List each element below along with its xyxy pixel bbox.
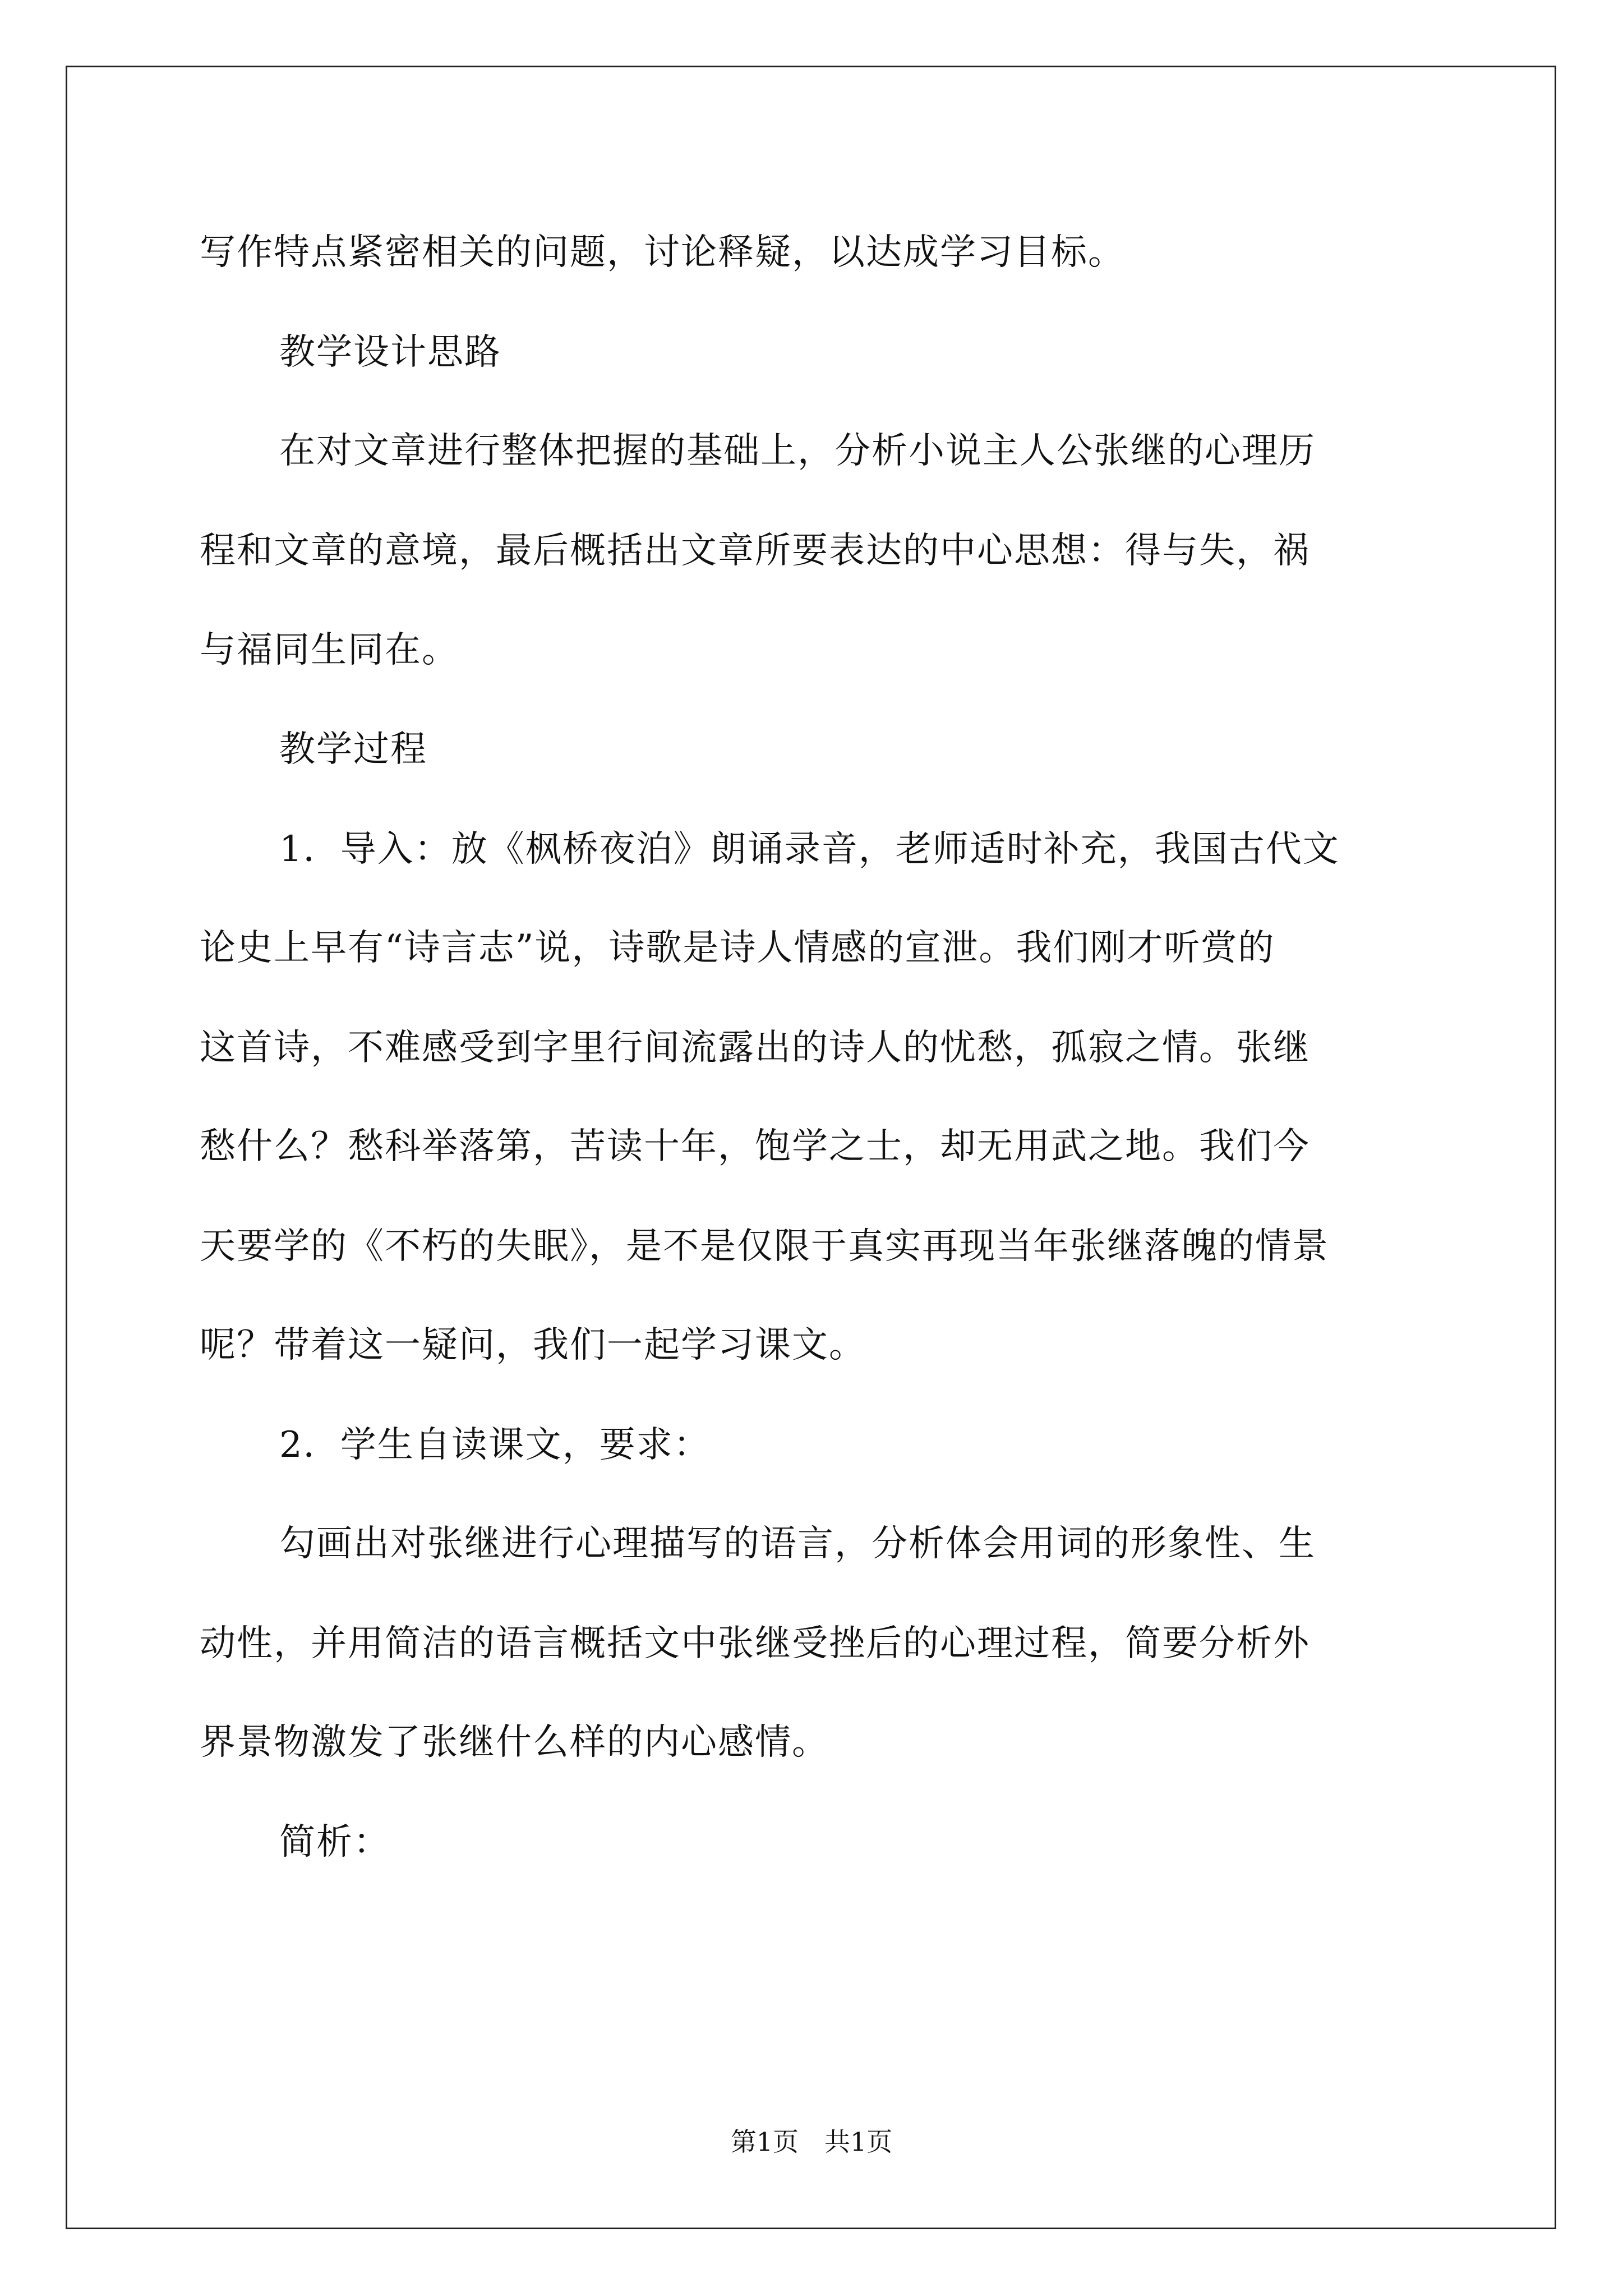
paragraph-line: 论史上早有“诗言志”说，诗歌是诗人情感的宣泄。我们刚才听赏的 (200, 927, 1275, 969)
paragraph-line: 界景物激发了张继什么样的内心感情。 (200, 1722, 829, 1763)
paragraph-line: 与福同生同在。 (200, 629, 459, 671)
paragraph-line: 勾画出对张继进行心理描写的语言，分析体会用词的形象性、生 (279, 1523, 1316, 1565)
text-line: 写作特点紧密相关的问题，讨论释疑，以达成学习目标。 (200, 232, 1125, 273)
paragraph-line: 这首诗，不难感受到字里行间流露出的诗人的忧愁，孤寂之情。张继 (200, 1027, 1310, 1069)
page-footer: 第1页 共1页 (730, 2127, 893, 2157)
paragraph-line: 呢？带着这一疑问，我们一起学习课文。 (200, 1324, 866, 1366)
section-heading: 教学设计思路 (279, 332, 501, 373)
paragraph-line: 动性，并用简洁的语言概括文中张继受挫后的心理过程，简要分析外 (200, 1623, 1310, 1664)
paragraph-line: 天要学的《不朽的失眠》，是不是仅限于真实再现当年张继落魄的情景 (200, 1226, 1329, 1267)
paragraph-line: 在对文章进行整体把握的基础上，分析小说主人公张继的心理历 (279, 430, 1316, 472)
section-heading: 教学过程 (279, 729, 427, 770)
paragraph-line: 愁什么？愁科举落第，苦读十年，饱学之士，却无用武之地。我们今 (200, 1126, 1310, 1167)
paragraph-line: 程和文章的意境，最后概括出文章所要表达的中心思想：得与失，祸 (200, 530, 1310, 572)
paragraph-line: 2．学生自读课文，要求： (279, 1424, 711, 1466)
paragraph-line: 1．导入：放《枫桥夜泊》朗诵录音，老师适时补充，我国古代文 (279, 829, 1340, 870)
paragraph-line: 简析： (279, 1821, 390, 1863)
